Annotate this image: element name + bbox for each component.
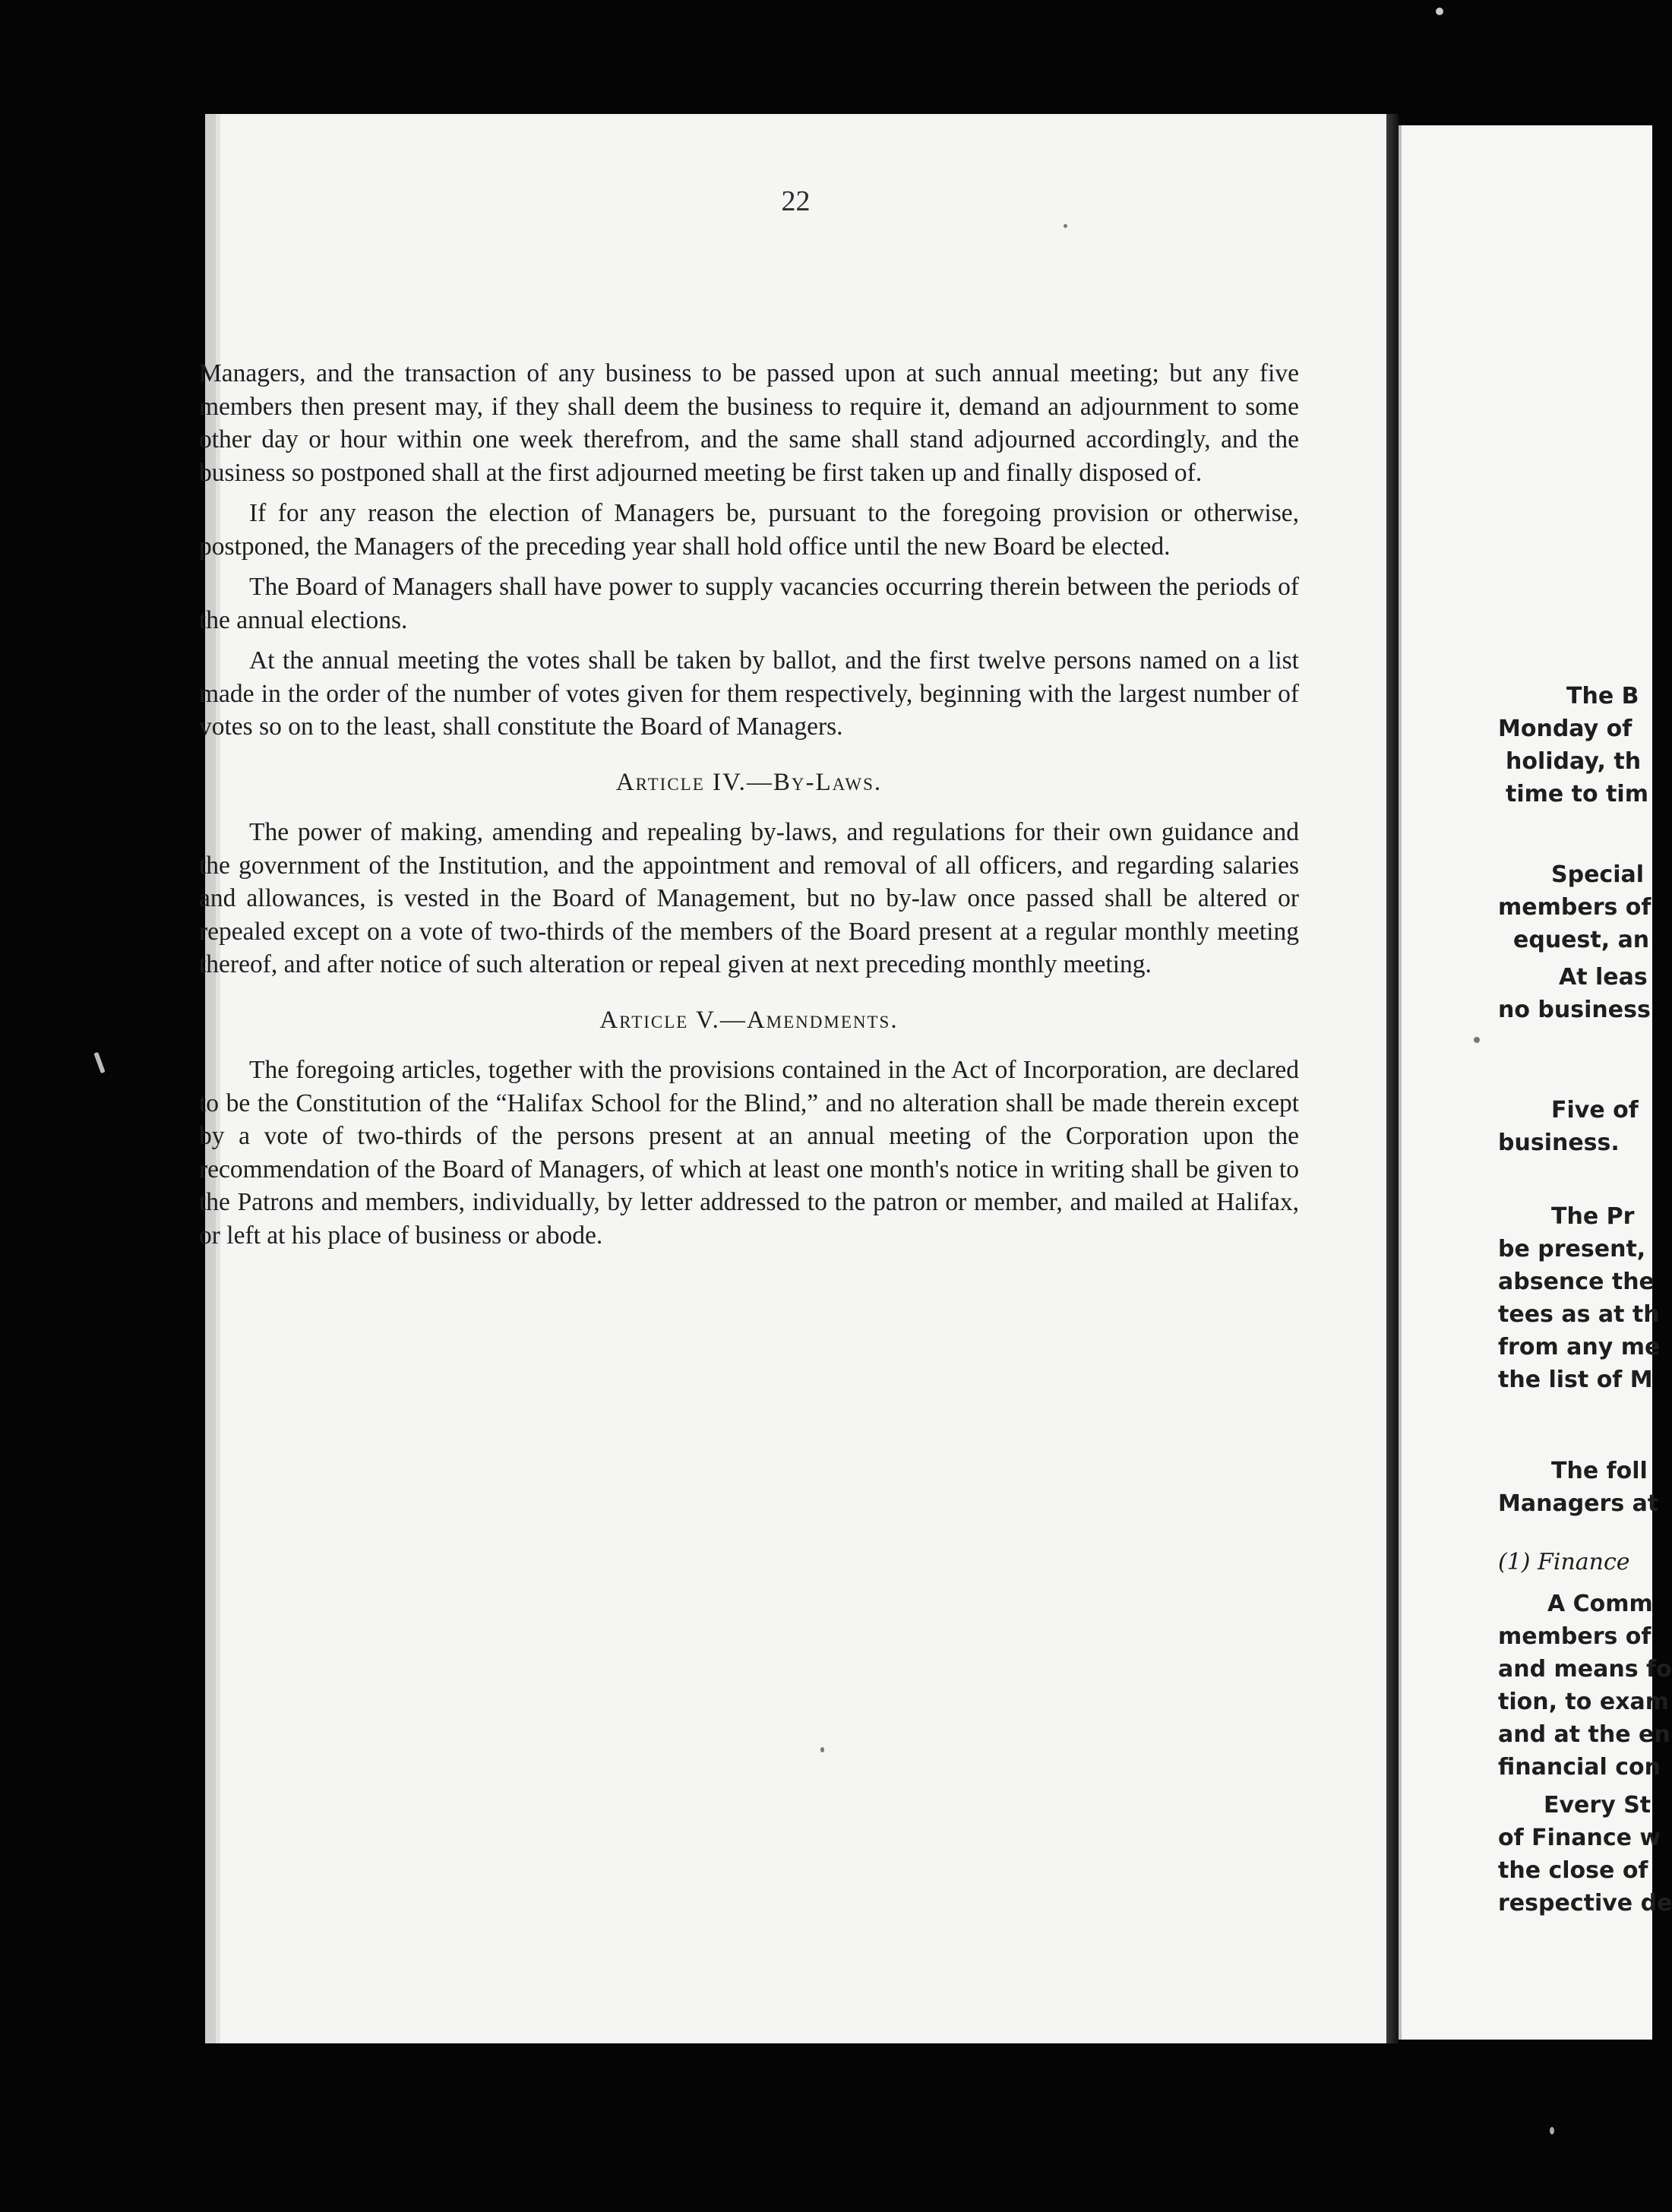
article-iv-heading: Article IV.—By-Laws. <box>615 768 883 796</box>
right-line: Five of <box>1551 1097 1639 1123</box>
right-line: tion, to exam <box>1498 1689 1670 1715</box>
right-line: respective de <box>1498 1890 1672 1917</box>
right-fragment-five <box>1498 1094 1650 1159</box>
right-line: Special <box>1551 861 1645 888</box>
right-line: members of <box>1498 1623 1651 1650</box>
right-line: The Pr <box>1551 1203 1635 1230</box>
right-line: members of <box>1498 894 1651 921</box>
right-line: and at the en <box>1498 1721 1670 1748</box>
page-number: 22 <box>781 185 811 217</box>
right-fragment-finance-heading <box>1498 1546 1650 1578</box>
right-line: the list of M <box>1498 1367 1653 1393</box>
right-line: and means fo <box>1498 1656 1672 1683</box>
right-line: (1) Finance <box>1498 1549 1630 1575</box>
dust-speck <box>1064 224 1067 228</box>
paragraph-annual-meeting: Managers, and the transaction of any business to be passed upon at such annual meeting; but any five members then present may, if they shall deem the business to require it, demand an adjournment to some other day or hour within one week therefrom, and the same shall stand adjourned accordingly, and the business so postponed shall at the first adjourned meeting be first taken up and finally disposed of. <box>199 359 1299 487</box>
right-line: The B <box>1566 683 1639 709</box>
right-line: of Finance w <box>1498 1825 1661 1851</box>
article-v-heading: Article V.—Amendments. <box>599 1006 899 1034</box>
right-line: tees as at th <box>1498 1301 1660 1328</box>
right-line: equest, an <box>1513 927 1650 953</box>
right-fragment-every <box>1498 1789 1672 1920</box>
paragraph-ballot: At the annual meeting the votes shall be taken by ballot, and the first twelve persons named on a list made in the order of the number of votes given for them respectively, beginning with the largest number of votes so on to the least, shall constitute the Board of Managers. <box>199 646 1299 741</box>
right-line: from any me <box>1498 1334 1661 1360</box>
dust-speck <box>1474 1037 1480 1043</box>
right-line: Every St <box>1544 1792 1651 1819</box>
right-line: A Comm <box>1547 1591 1653 1617</box>
left-page-text <box>199 357 1299 1259</box>
right-line: the close of <box>1498 1857 1648 1884</box>
right-line: no business <box>1498 997 1651 1023</box>
right-fragment-board <box>1498 680 1650 811</box>
right-line: Monday of <box>1498 716 1632 742</box>
paragraph-election-postponed: If for any reason the election of Managers be, pursuant to the foregoing provision or otherwise, postponed, the Managers of the preceding year shall hold office until the new Board be elected. <box>199 499 1299 561</box>
right-line: holiday, th <box>1506 748 1642 775</box>
right-line: be present, <box>1498 1236 1646 1262</box>
right-fragment-special <box>1498 858 1650 956</box>
right-line: Managers at <box>1498 1490 1659 1517</box>
right-fragment-following <box>1498 1455 1659 1520</box>
dust-speck <box>93 1052 105 1073</box>
right-fragment-quorum <box>1498 961 1650 1026</box>
dust-speck <box>820 1747 824 1752</box>
dust-speck <box>1550 2127 1554 2135</box>
right-fragment-committee <box>1498 1588 1672 1784</box>
article-v-text: The foregoing articles, together with the provisions contained in the Act of Incorporation, are declared to be the Constitution of the “Halifax School for the Blind,” and no alteration shall be made therein except by a vote of two-thirds of the persons present at an annual meeting of the Corporation upon the recommendation of the Board of Managers, of which at least one month's notice in writing shall be given to the Patrons and members, individually, by letter addressed to the patron or member, and mailed at Halifax, or left at his place of business or abode. <box>199 1056 1299 1250</box>
right-line: time to tim <box>1506 781 1648 807</box>
right-line: At leas <box>1559 964 1648 991</box>
right-line: financial con <box>1498 1754 1661 1781</box>
paragraph-vacancies: The Board of Managers shall have power to supply vacancies occurring therein between the periods of the annual elections. <box>199 573 1299 634</box>
right-line: business. <box>1498 1130 1620 1156</box>
article-iv-text: The power of making, amending and repealing by-laws, and regulations for their own guidance and the government of the Institution, and the appointment and removal of all officers, and regarding salaries and allowances, is vested in the Board of Management, but no by-law once passed shall be altered or repealed except on a vote of two-thirds of the members of the Board present at a regular monthly meeting thereof, and after notice of such alteration or repeal given at next preceding monthly meeting. <box>199 818 1299 978</box>
dust-speck <box>1436 8 1443 15</box>
right-line: absence the <box>1498 1269 1655 1295</box>
right-fragment-president <box>1498 1200 1661 1396</box>
book-gutter <box>1386 114 1399 2043</box>
right-line: The foll <box>1551 1458 1648 1484</box>
